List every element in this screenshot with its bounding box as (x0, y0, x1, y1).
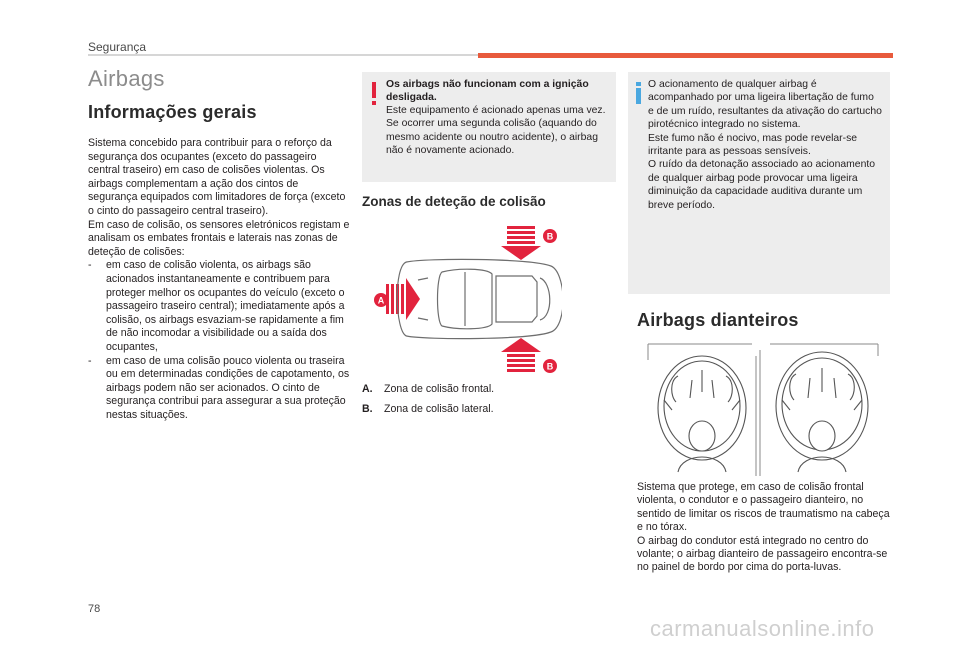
section-label: Segurança (88, 40, 147, 54)
driver-airbag (658, 356, 746, 472)
detection-zones-heading: Zonas de deteção de colisão (362, 194, 546, 209)
list-item-text: em caso de colisão violenta, os airbags são acionados instantaneamente e contribuem para proteger melhor os ocupantes do veículo (exceto o passageiro traseiro central); imediatamente após a colisão, os airbags esvaziam-se rapidamente a fim de não incomodar a visibilidade ou a saída dos ocupantes, (106, 259, 345, 353)
front-paragraph-1: Sistema que protege, em caso de colisão frontal violenta, o condutor e o passageiro dianteiro, no sentido de limitar os riscos de traumatismo na cabeça e no tórax. (637, 481, 890, 534)
list-item (88, 355, 350, 423)
info-box (628, 72, 890, 294)
legend-key: B. (362, 402, 373, 415)
legend-text: Zona de colisão lateral. (384, 402, 494, 415)
front-airbags-body (637, 481, 893, 575)
impact-arrow-top (501, 226, 541, 260)
front-paragraph-2: O airbag do condutor está integrado no centro do volante; o airbag dianteiro de passageiro encontra-se no painel de bordo por cima do porta-luvas. (637, 534, 888, 574)
marker-b-top-label: B (546, 231, 554, 242)
detection-paragraph: Em caso de colisão, os sensores eletrónicos registam e analisam os embates frontais e laterais nas zonas de deteção de colisões: (88, 218, 350, 258)
header-accent-bar (478, 53, 893, 58)
info-paragraph-3: O ruído da detonação associado ao acionamento de qualquer airbag pode provocar uma ligeira diminuição da capacidade auditiva durante um breve período. (648, 159, 876, 211)
info-icon (635, 82, 642, 104)
legend-item (362, 403, 612, 417)
header-rule (88, 54, 478, 56)
page-number: 78 (88, 603, 101, 615)
car-top-view (397, 259, 562, 338)
watermark: carmanualsonline.info (650, 616, 875, 641)
marker-b-bottom-label: B (546, 361, 554, 372)
warning-bold-text: Os airbags não funcionam com a ignição desligada. (386, 79, 589, 103)
info-paragraph-2: Este fumo não é nocivo, mas pode revelar-se irritante para as pessoas sensíveis. (648, 132, 858, 158)
info-text (648, 78, 882, 212)
general-intro-text (88, 137, 350, 422)
marker-a (374, 293, 388, 307)
warning-text: Este equipamento é acionado apenas uma vez. Se ocorrer uma segunda colisão (aquando do mesmo acidente ou noutro acidente), o airbag não é novamente acionado. (386, 105, 606, 156)
list-item-text: em caso de uma colisão pouco violenta ou traseira ou em determinadas condições de capotamento, os airbags podem não ser acionados. O cinto de segurança contribui para assegurar a sua proteção nestas situações. (106, 354, 350, 421)
chapter-title: Airbags (88, 66, 165, 91)
general-info-column (88, 62, 350, 422)
list-dash: - (88, 354, 92, 367)
warning-box (362, 72, 616, 182)
general-info-heading: Informações gerais (88, 102, 257, 122)
collision-zones-diagram (362, 222, 562, 382)
list-dash: - (88, 259, 92, 272)
marker-a-label: A (377, 295, 385, 306)
passenger-airbag (776, 352, 868, 472)
intro-paragraph: Sistema concebido para contribuir para o reforço da segurança dos ocupantes (exceto do passageiro central traseiro) em caso de colisões violentas. Os airbags complementam a ação dos cintos de segurança equipados com limitadores de força (exceto o cinto do passageiro central traseiro). (88, 137, 346, 217)
marker-b-top (543, 229, 557, 243)
legend-key: A. (362, 383, 373, 395)
warning-exclamation-icon (369, 82, 379, 106)
front-airbags-illustration (642, 340, 884, 476)
front-airbags-text (637, 481, 893, 575)
info-paragraph-1: O acionamento de qualquer airbag é acompanhado por uma ligeira libertação de fumo e de um ruído, resultantes da ativação do cartucho pirotécnico integrado no sistema. (648, 79, 882, 131)
marker-b-bottom (543, 359, 557, 373)
list-item (88, 259, 350, 354)
collision-zones-legend (362, 383, 612, 422)
legend-item (362, 383, 612, 397)
impact-arrow-left (386, 278, 420, 320)
impact-arrow-bottom (501, 338, 541, 372)
legend-text: Zona de colisão frontal. (384, 383, 495, 395)
front-airbags-heading: Airbags dianteiros (637, 310, 799, 330)
